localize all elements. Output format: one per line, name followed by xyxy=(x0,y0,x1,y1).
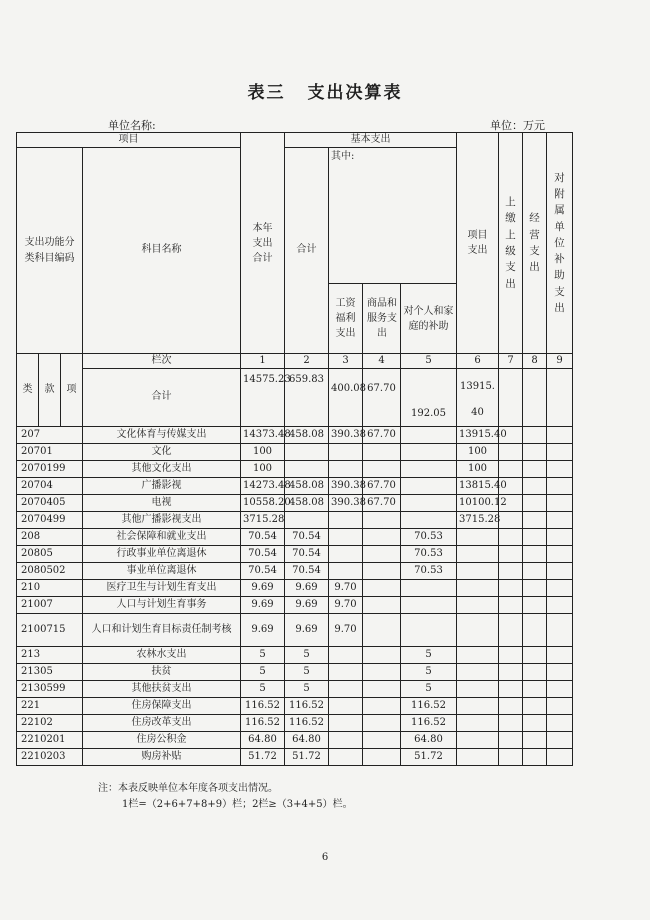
header-year-total: 本年支出合计 xyxy=(241,133,285,354)
row-cell: 390.38 xyxy=(329,427,363,444)
row-cell: 70.54 xyxy=(285,529,329,546)
row-code: 208 xyxy=(17,529,83,546)
row-cell: 458.08 xyxy=(285,478,329,495)
row-cell: 10558.20 xyxy=(241,495,285,512)
table-row xyxy=(17,681,573,698)
row-cell: 116.52 xyxy=(401,715,457,732)
row-cell xyxy=(329,715,363,732)
empty-cell xyxy=(547,732,573,749)
row-cell: 64.80 xyxy=(401,732,457,749)
header-subsidy: 对附属单位补助支出 xyxy=(547,133,573,354)
row-name: 农林水支出 xyxy=(83,647,241,664)
row-name: 行政事业单位离退休 xyxy=(83,546,241,563)
row-cell xyxy=(329,681,363,698)
total-cell: 192.05 xyxy=(401,369,457,427)
row-code: 21305 xyxy=(17,664,83,681)
empty-cell xyxy=(523,614,547,647)
empty-cell xyxy=(499,715,523,732)
empty-cell xyxy=(523,461,547,478)
row-name: 人口与计划生育事务 xyxy=(83,597,241,614)
header-func-code: 支出功能分类科目编码 xyxy=(17,148,83,354)
row-cell: 390.38 xyxy=(329,478,363,495)
empty-cell xyxy=(547,580,573,597)
table-row xyxy=(17,664,573,681)
row-cell: 67.70 xyxy=(363,427,401,444)
row-cell xyxy=(401,512,457,529)
column-number: 9 xyxy=(547,354,573,369)
empty-cell xyxy=(547,597,573,614)
empty-cell xyxy=(547,681,573,698)
empty-cell xyxy=(523,478,547,495)
row-cell: 116.52 xyxy=(401,698,457,715)
row-cell xyxy=(329,546,363,563)
header-wages: 工资福利支出 xyxy=(329,284,363,354)
total-cell: 13915.40 xyxy=(457,369,499,427)
row-cell xyxy=(363,732,401,749)
row-cell xyxy=(363,512,401,529)
row-code: 2070499 xyxy=(17,512,83,529)
empty-cell xyxy=(547,546,573,563)
row-cell xyxy=(457,614,499,647)
row-cell: 70.54 xyxy=(241,563,285,580)
row-code: 2210203 xyxy=(17,749,83,766)
header-project: 项目支出 xyxy=(457,133,499,354)
column-number: 6 xyxy=(457,354,499,369)
row-code: 221 xyxy=(17,698,83,715)
table-row xyxy=(17,698,573,715)
row-cell: 9.69 xyxy=(241,614,285,647)
row-cell: 51.72 xyxy=(241,749,285,766)
row-cell xyxy=(401,495,457,512)
column-number: 1 xyxy=(241,354,285,369)
row-cell xyxy=(329,698,363,715)
empty-cell xyxy=(547,563,573,580)
row-cell xyxy=(401,580,457,597)
total-cell: 14575.23 xyxy=(241,369,285,427)
row-name: 其他文化支出 xyxy=(83,461,241,478)
empty-cell xyxy=(547,614,573,647)
empty-cell xyxy=(523,715,547,732)
row-cell: 9.69 xyxy=(285,580,329,597)
row-cell xyxy=(329,563,363,580)
row-cell: 3715.28 xyxy=(457,512,499,529)
empty-cell xyxy=(547,749,573,766)
empty-cell xyxy=(499,681,523,698)
header-business: 经营支出 xyxy=(523,133,547,354)
row-cell xyxy=(363,563,401,580)
empty-cell xyxy=(547,461,573,478)
empty-cell xyxy=(499,647,523,664)
row-cell xyxy=(329,749,363,766)
header-among: 其中: xyxy=(329,148,457,284)
row-cell: 5 xyxy=(401,681,457,698)
row-cell xyxy=(457,580,499,597)
row-cell: 13815.40 xyxy=(457,478,499,495)
row-code: 2100715 xyxy=(17,614,83,647)
empty-cell xyxy=(547,529,573,546)
total-cell: 400.08 xyxy=(329,369,363,427)
empty-cell xyxy=(499,614,523,647)
empty-cell xyxy=(523,698,547,715)
row-cell: 51.72 xyxy=(401,749,457,766)
table-row xyxy=(17,715,573,732)
row-code: 20701 xyxy=(17,444,83,461)
row-cell: 9.70 xyxy=(329,614,363,647)
header-kuan: 款 xyxy=(39,354,61,427)
table-row xyxy=(17,444,573,461)
empty-cell xyxy=(523,563,547,580)
row-cell: 14273.48 xyxy=(241,478,285,495)
page-number: 6 xyxy=(321,852,329,863)
empty-cell xyxy=(499,563,523,580)
column-number: 4 xyxy=(363,354,401,369)
row-name: 社会保障和就业支出 xyxy=(83,529,241,546)
row-cell: 390.38 xyxy=(329,495,363,512)
row-name: 医疗卫生与计划生育支出 xyxy=(83,580,241,597)
empty-cell xyxy=(523,495,547,512)
empty-cell xyxy=(547,495,573,512)
table-row xyxy=(17,732,573,749)
empty-cell xyxy=(499,546,523,563)
row-cell: 116.52 xyxy=(241,715,285,732)
row-cell: 100 xyxy=(457,461,499,478)
empty-cell xyxy=(547,715,573,732)
row-cell xyxy=(329,444,363,461)
row-cell xyxy=(457,664,499,681)
row-name: 住房保障支出 xyxy=(83,698,241,715)
column-number: 7 xyxy=(499,354,523,369)
empty-cell xyxy=(523,749,547,766)
header-item: 项目 xyxy=(17,133,241,148)
row-cell: 9.69 xyxy=(241,580,285,597)
row-cell: 67.70 xyxy=(363,478,401,495)
empty-cell xyxy=(547,478,573,495)
empty-cell xyxy=(499,664,523,681)
row-cell xyxy=(363,681,401,698)
row-cell: 9.70 xyxy=(329,580,363,597)
unit-label: 单位：万元 xyxy=(490,119,545,132)
empty-cell xyxy=(499,369,523,427)
header-column-no: 栏次 xyxy=(83,354,241,369)
table-row xyxy=(17,597,573,614)
row-cell: 458.08 xyxy=(285,495,329,512)
row-name: 其他广播影视支出 xyxy=(83,512,241,529)
note-line: 1栏=（2+6+7+8+9）栏；2栏≥（3+4+5）栏。 xyxy=(122,799,353,810)
table-row xyxy=(17,427,573,444)
column-number: 8 xyxy=(523,354,547,369)
row-code: 2080502 xyxy=(17,563,83,580)
row-cell: 9.69 xyxy=(285,614,329,647)
row-cell xyxy=(457,698,499,715)
empty-cell xyxy=(499,512,523,529)
row-cell xyxy=(363,529,401,546)
table-row xyxy=(17,495,573,512)
row-cell: 116.52 xyxy=(285,715,329,732)
row-cell: 9.70 xyxy=(329,597,363,614)
row-cell: 100 xyxy=(457,444,499,461)
row-cell: 64.80 xyxy=(285,732,329,749)
column-number: 3 xyxy=(329,354,363,369)
row-name: 文化 xyxy=(83,444,241,461)
row-cell xyxy=(363,546,401,563)
row-cell xyxy=(363,444,401,461)
empty-cell xyxy=(523,647,547,664)
header-subtotal: 合计 xyxy=(285,148,329,354)
row-cell: 5 xyxy=(241,647,285,664)
header-upper: 上缴上级支出 xyxy=(499,133,523,354)
row-cell xyxy=(401,461,457,478)
empty-cell xyxy=(547,664,573,681)
row-code: 22102 xyxy=(17,715,83,732)
empty-cell xyxy=(523,427,547,444)
row-cell: 116.52 xyxy=(241,698,285,715)
row-cell xyxy=(457,749,499,766)
row-cell xyxy=(457,681,499,698)
header-lei: 类 xyxy=(17,354,39,427)
row-cell: 5 xyxy=(241,681,285,698)
row-cell: 3715.28 xyxy=(241,512,285,529)
note-line: 注：本表反映单位本年度各项支出情况。 xyxy=(98,783,278,794)
row-name: 其他扶贫支出 xyxy=(83,681,241,698)
header-subject-name: 科目名称 xyxy=(83,148,241,354)
empty-cell xyxy=(547,369,573,427)
row-cell: 100 xyxy=(241,444,285,461)
total-label: 合计 xyxy=(83,369,241,427)
empty-cell xyxy=(499,749,523,766)
row-cell xyxy=(285,512,329,529)
row-name: 文化体育与传媒支出 xyxy=(83,427,241,444)
table-row xyxy=(17,749,573,766)
row-cell xyxy=(329,529,363,546)
row-cell xyxy=(329,461,363,478)
row-code: 20805 xyxy=(17,546,83,563)
row-cell: 67.70 xyxy=(363,495,401,512)
empty-cell xyxy=(523,664,547,681)
row-cell: 70.54 xyxy=(241,546,285,563)
row-cell: 70.54 xyxy=(285,546,329,563)
row-cell xyxy=(363,749,401,766)
row-cell: 5 xyxy=(241,664,285,681)
row-cell xyxy=(329,647,363,664)
row-cell xyxy=(285,444,329,461)
page-title: 表三 支出决算表 xyxy=(247,83,403,103)
row-cell xyxy=(457,647,499,664)
header-basic: 基本支出 xyxy=(285,133,457,148)
row-name: 事业单位离退休 xyxy=(83,563,241,580)
row-cell xyxy=(329,732,363,749)
row-cell: 5 xyxy=(285,647,329,664)
empty-cell xyxy=(499,461,523,478)
row-cell: 458.08 xyxy=(285,427,329,444)
header-goods: 商品和服务支出 xyxy=(363,284,401,354)
header-personal: 对个人和家庭的补助 xyxy=(401,284,457,354)
row-cell: 9.69 xyxy=(285,597,329,614)
row-cell xyxy=(401,444,457,461)
row-cell xyxy=(363,461,401,478)
row-name: 住房改革支出 xyxy=(83,715,241,732)
row-cell: 5 xyxy=(401,647,457,664)
row-cell xyxy=(363,580,401,597)
row-cell: 10100.12 xyxy=(457,495,499,512)
row-cell xyxy=(363,698,401,715)
row-cell: 64.80 xyxy=(241,732,285,749)
row-name: 电视 xyxy=(83,495,241,512)
table-row xyxy=(17,614,573,647)
row-cell: 116.52 xyxy=(285,698,329,715)
row-code: 2070199 xyxy=(17,461,83,478)
row-code: 21007 xyxy=(17,597,83,614)
empty-cell xyxy=(523,546,547,563)
row-code: 207 xyxy=(17,427,83,444)
row-cell: 5 xyxy=(285,664,329,681)
empty-cell xyxy=(523,580,547,597)
empty-cell xyxy=(547,444,573,461)
empty-cell xyxy=(523,681,547,698)
empty-cell xyxy=(499,580,523,597)
row-cell: 51.72 xyxy=(285,749,329,766)
row-cell xyxy=(457,563,499,580)
column-number: 5 xyxy=(401,354,457,369)
empty-cell xyxy=(523,444,547,461)
total-row xyxy=(17,369,573,427)
row-cell xyxy=(457,732,499,749)
total-cell: 659.83 xyxy=(285,369,329,427)
row-code: 20704 xyxy=(17,478,83,495)
table-row xyxy=(17,478,573,495)
expenditure-table xyxy=(16,132,573,766)
row-cell: 5 xyxy=(401,664,457,681)
row-cell xyxy=(285,461,329,478)
row-code: 213 xyxy=(17,647,83,664)
row-cell xyxy=(457,597,499,614)
row-cell xyxy=(457,529,499,546)
row-cell: 70.53 xyxy=(401,563,457,580)
total-cell: 67.70 xyxy=(363,369,401,427)
table-row xyxy=(17,580,573,597)
row-code: 2130599 xyxy=(17,681,83,698)
row-code: 2210201 xyxy=(17,732,83,749)
row-name: 住房公积金 xyxy=(83,732,241,749)
row-cell xyxy=(363,597,401,614)
row-cell: 70.53 xyxy=(401,529,457,546)
empty-cell xyxy=(499,698,523,715)
row-cell: 70.54 xyxy=(241,529,285,546)
row-cell xyxy=(363,614,401,647)
row-cell: 13915.40 xyxy=(457,427,499,444)
row-cell xyxy=(401,427,457,444)
empty-cell xyxy=(547,512,573,529)
empty-cell xyxy=(523,597,547,614)
empty-cell xyxy=(499,529,523,546)
empty-cell xyxy=(547,427,573,444)
table-row xyxy=(17,563,573,580)
row-code: 2070405 xyxy=(17,495,83,512)
row-cell: 5 xyxy=(285,681,329,698)
row-cell xyxy=(363,715,401,732)
row-name: 购房补贴 xyxy=(83,749,241,766)
empty-cell xyxy=(523,369,547,427)
row-code: 210 xyxy=(17,580,83,597)
row-cell xyxy=(401,478,457,495)
notes xyxy=(98,781,353,813)
row-cell xyxy=(457,715,499,732)
row-name: 广播影视 xyxy=(83,478,241,495)
empty-cell xyxy=(523,732,547,749)
row-cell xyxy=(401,614,457,647)
empty-cell xyxy=(547,698,573,715)
empty-cell xyxy=(547,647,573,664)
table-row xyxy=(17,461,573,478)
table-row xyxy=(17,512,573,529)
row-cell xyxy=(457,546,499,563)
empty-cell xyxy=(499,444,523,461)
table-row xyxy=(17,529,573,546)
empty-cell xyxy=(499,732,523,749)
row-cell: 70.54 xyxy=(285,563,329,580)
row-name: 扶贫 xyxy=(83,664,241,681)
row-cell xyxy=(363,647,401,664)
row-cell xyxy=(329,512,363,529)
row-name: 人口和计划生育目标责任制考核 xyxy=(83,614,241,647)
row-cell: 14373.48 xyxy=(241,427,285,444)
row-cell: 9.69 xyxy=(241,597,285,614)
table-row xyxy=(17,546,573,563)
header-xiang: 项 xyxy=(61,354,83,427)
unit-name-label: 单位名称: xyxy=(108,119,156,132)
empty-cell xyxy=(523,529,547,546)
row-cell xyxy=(401,597,457,614)
row-cell: 70.53 xyxy=(401,546,457,563)
table-row xyxy=(17,647,573,664)
row-cell xyxy=(329,664,363,681)
empty-cell xyxy=(523,512,547,529)
row-cell: 100 xyxy=(241,461,285,478)
empty-cell xyxy=(499,597,523,614)
column-number: 2 xyxy=(285,354,329,369)
row-cell xyxy=(363,664,401,681)
